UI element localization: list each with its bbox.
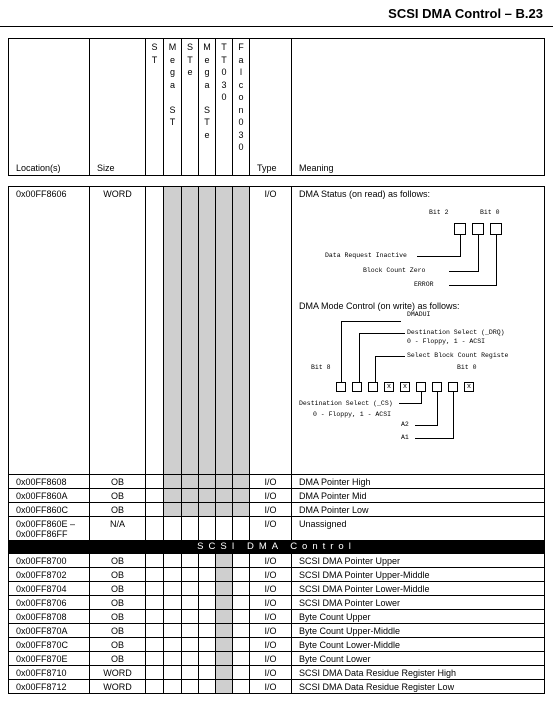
machine-cell	[199, 475, 216, 489]
dest-drq-label-1: Destination Select (_DRQ)	[407, 329, 505, 336]
machine-cell	[182, 517, 199, 541]
col-header-meaning: Meaning	[292, 39, 545, 176]
row-size: OB	[90, 489, 146, 503]
row-size: WORD	[90, 666, 146, 680]
machine-cell	[164, 489, 182, 503]
row-type: I/O	[250, 638, 292, 652]
row-location: 0x00FF860C	[9, 503, 90, 517]
machine-cell	[164, 582, 182, 596]
row-location: 0x00FF8706	[9, 596, 90, 610]
row-meaning: Unassigned	[292, 517, 545, 541]
machine-cell	[199, 624, 216, 638]
machine-cell	[216, 652, 233, 666]
mode-bit-box-unused: x	[384, 382, 394, 392]
bit-box	[472, 223, 484, 235]
row-meaning: Byte Count Upper-Middle	[292, 624, 545, 638]
row-meaning: SCSI DMA Pointer Upper	[292, 554, 545, 568]
mode-bit-diagram	[299, 311, 544, 451]
row-type: I/O	[250, 596, 292, 610]
machine-cell	[216, 503, 233, 517]
register-table	[8, 186, 545, 694]
machine-cell	[164, 503, 182, 517]
row-meaning: Byte Count Lower	[292, 652, 545, 666]
machine-cell	[146, 596, 164, 610]
mode-bit-box-unused: x	[464, 382, 474, 392]
row-location: 0x00FF860A	[9, 489, 90, 503]
row-size: OB	[90, 610, 146, 624]
machine-cell	[199, 517, 216, 541]
machine-cell	[199, 610, 216, 624]
machine-cell	[164, 596, 182, 610]
machine-cell	[182, 596, 199, 610]
bit2-label: Bit 2	[429, 209, 449, 216]
machine-cell	[182, 582, 199, 596]
machine-cell	[182, 624, 199, 638]
row-size: WORD	[90, 187, 146, 475]
machine-cell	[146, 475, 164, 489]
machine-cell	[233, 489, 250, 503]
machine-cell	[164, 638, 182, 652]
machine-cell	[146, 652, 164, 666]
a1-label: A1	[401, 434, 409, 441]
table-row-dma-status	[9, 187, 545, 475]
mode-bit-box	[416, 382, 426, 392]
row-location: 0x00FF8700	[9, 554, 90, 568]
machine-cell	[199, 638, 216, 652]
machine-cell	[182, 610, 199, 624]
bit-box	[490, 223, 502, 235]
machine-cell	[199, 489, 216, 503]
row-size: OB	[90, 554, 146, 568]
machine-cell	[216, 680, 233, 694]
col-header-machine: T T 0 3 0	[216, 39, 233, 176]
status-label-error: ERROR	[414, 281, 434, 288]
machine-cell	[216, 517, 233, 541]
mode-bit-box	[368, 382, 378, 392]
dest-cs-label-1: Destination Select (_CS)	[299, 400, 393, 407]
machine-cell	[233, 554, 250, 568]
row-size: OB	[90, 568, 146, 582]
row-meaning: SCSI DMA Pointer Upper-Middle	[292, 568, 545, 582]
machine-cell	[233, 517, 250, 541]
row-meaning	[292, 187, 545, 475]
machine-cell	[164, 610, 182, 624]
row-location: 0x00FF870A	[9, 624, 90, 638]
machine-cell	[199, 596, 216, 610]
row-location: 0x00FF8710	[9, 666, 90, 680]
machine-cell	[146, 568, 164, 582]
row-location: 0x00FF8712	[9, 680, 90, 694]
mode-bit-box	[448, 382, 458, 392]
row-type: I/O	[250, 624, 292, 638]
row-meaning: DMA Pointer Low	[292, 503, 545, 517]
machine-cell	[216, 568, 233, 582]
machine-cell	[146, 624, 164, 638]
table-row	[9, 638, 545, 652]
machine-cell	[233, 503, 250, 517]
column-header-table	[8, 38, 545, 176]
machine-cell	[216, 638, 233, 652]
row-location	[9, 517, 90, 541]
row-type: I/O	[250, 517, 292, 541]
mode-bit-box	[432, 382, 442, 392]
row-meaning: SCSI DMA Pointer Lower-Middle	[292, 582, 545, 596]
location-end: 0x00FF86FF	[16, 529, 68, 539]
location-start: 0x00FF860E –	[16, 519, 76, 529]
row-meaning: SCSI DMA Data Residue Register High	[292, 666, 545, 680]
a2-label: A2	[401, 421, 409, 428]
machine-cell	[164, 624, 182, 638]
machine-cell	[199, 503, 216, 517]
machine-cell	[199, 582, 216, 596]
machine-cell	[199, 652, 216, 666]
machine-cell	[182, 652, 199, 666]
machine-cell	[199, 554, 216, 568]
row-size: OB	[90, 638, 146, 652]
row-type: I/O	[250, 582, 292, 596]
machine-cell	[164, 666, 182, 680]
machine-cell	[146, 582, 164, 596]
machine-cell	[182, 680, 199, 694]
table-row	[9, 596, 545, 610]
machine-cell	[182, 489, 199, 503]
machine-cell	[233, 680, 250, 694]
machine-cell	[164, 517, 182, 541]
row-type: I/O	[250, 680, 292, 694]
row-type: I/O	[250, 666, 292, 680]
row-size: OB	[90, 582, 146, 596]
row-type: I/O	[250, 568, 292, 582]
machine-cell	[216, 582, 233, 596]
table-row	[9, 624, 545, 638]
row-location: 0x00FF8606	[9, 187, 90, 475]
row-size: N/A	[90, 517, 146, 541]
machine-cell	[164, 680, 182, 694]
table-row-unassigned	[9, 517, 545, 541]
machine-cell	[216, 666, 233, 680]
table-row	[9, 652, 545, 666]
mode-bit-box	[336, 382, 346, 392]
row-meaning: SCSI DMA Pointer Lower	[292, 596, 545, 610]
table-row	[9, 568, 545, 582]
row-location: 0x00FF8704	[9, 582, 90, 596]
row-location: 0x00FF8702	[9, 568, 90, 582]
machine-cell	[199, 568, 216, 582]
mode-title: DMA Mode Control (on write) as follows:	[299, 301, 460, 311]
row-meaning: Byte Count Upper	[292, 610, 545, 624]
machine-cell	[233, 610, 250, 624]
table-row	[9, 503, 545, 517]
table-row	[9, 475, 545, 489]
machine-cell	[146, 489, 164, 503]
row-type: I/O	[250, 554, 292, 568]
mode-bit0-label: Bit 0	[457, 364, 477, 371]
header-rule	[0, 26, 553, 27]
machine-cell	[146, 503, 164, 517]
mode-top-label: DMADUI	[407, 311, 431, 318]
page-header-title: SCSI DMA Control – B.23	[388, 6, 543, 21]
row-size: OB	[90, 624, 146, 638]
col-header-location: Location(s)	[9, 39, 90, 176]
machine-cell	[233, 638, 250, 652]
machine-cell	[216, 596, 233, 610]
table-row	[9, 582, 545, 596]
machine-cell	[216, 475, 233, 489]
row-type: I/O	[250, 475, 292, 489]
machine-cell	[233, 596, 250, 610]
machine-cell	[164, 568, 182, 582]
machine-cell	[182, 666, 199, 680]
machine-cell	[216, 554, 233, 568]
status-label-drq: Data Request Inactive	[325, 252, 407, 259]
row-type: I/O	[250, 187, 292, 475]
section-header-row	[9, 541, 545, 554]
status-label-bcz: Block Count Zero	[363, 267, 426, 274]
machine-cell	[146, 554, 164, 568]
table-row	[9, 489, 545, 503]
machine-cell	[164, 554, 182, 568]
row-location: 0x00FF870E	[9, 652, 90, 666]
row-location: 0x00FF8708	[9, 610, 90, 624]
row-location: 0x00FF870C	[9, 638, 90, 652]
machine-cell	[233, 652, 250, 666]
machine-cell	[233, 666, 250, 680]
row-type: I/O	[250, 652, 292, 666]
machine-cell	[182, 475, 199, 489]
machine-cell	[233, 475, 250, 489]
machine-cell	[216, 489, 233, 503]
col-header-machine: M e g a S T e	[199, 39, 216, 176]
row-type: I/O	[250, 503, 292, 517]
machine-cell	[164, 652, 182, 666]
row-type: I/O	[250, 489, 292, 503]
machine-cell	[146, 666, 164, 680]
machine-cell	[233, 582, 250, 596]
col-header-type: Type	[250, 39, 292, 176]
row-meaning: DMA Pointer Mid	[292, 489, 545, 503]
row-size: OB	[90, 652, 146, 666]
machine-cell	[182, 503, 199, 517]
machine-cell	[164, 475, 182, 489]
dest-drq-label-2: 0 - Floppy, 1 - ACSI	[407, 338, 486, 345]
col-header-machine: F a l c o n 0 3 0	[233, 39, 250, 176]
row-meaning: DMA Pointer High	[292, 475, 545, 489]
section-header: SCSI DMA Control	[9, 541, 545, 554]
table-row	[9, 680, 545, 694]
col-header-size: Size	[90, 39, 146, 176]
row-size: OB	[90, 596, 146, 610]
machine-cell	[146, 638, 164, 652]
bit-box	[454, 223, 466, 235]
row-location: 0x00FF8608	[9, 475, 90, 489]
status-title: DMA Status (on read) as follows:	[299, 189, 431, 199]
machine-cell	[199, 666, 216, 680]
machine-cell	[182, 638, 199, 652]
machine-cell	[146, 610, 164, 624]
row-meaning: SCSI DMA Data Residue Register Low	[292, 680, 545, 694]
row-size: WORD	[90, 680, 146, 694]
machine-cell	[233, 568, 250, 582]
bit0-label: Bit 0	[480, 209, 500, 216]
table-row	[9, 610, 545, 624]
col-header-machine: S T e	[182, 39, 199, 176]
machine-cell	[216, 610, 233, 624]
row-type: I/O	[250, 610, 292, 624]
machine-cell	[182, 554, 199, 568]
dest-cs-label-2: 0 - Floppy, 1 - ACSI	[313, 411, 392, 418]
row-meaning: Byte Count Lower-Middle	[292, 638, 545, 652]
status-bit-diagram	[299, 199, 544, 293]
sel-block-label: Select Block Count Registe	[407, 352, 509, 359]
mode-bit8-label: Bit 8	[311, 364, 331, 371]
table-row	[9, 554, 545, 568]
col-header-machine: S T	[146, 39, 164, 176]
mode-bit-box-unused: x	[400, 382, 410, 392]
row-size: OB	[90, 503, 146, 517]
machine-cell	[146, 517, 164, 541]
mode-bit-box	[352, 382, 362, 392]
machine-cell	[146, 680, 164, 694]
row-size: OB	[90, 475, 146, 489]
machine-cell	[199, 680, 216, 694]
machine-cell	[182, 568, 199, 582]
machine-cell	[233, 624, 250, 638]
machine-cell	[216, 624, 233, 638]
col-header-machine: M e g a S T	[164, 39, 182, 176]
table-row	[9, 666, 545, 680]
